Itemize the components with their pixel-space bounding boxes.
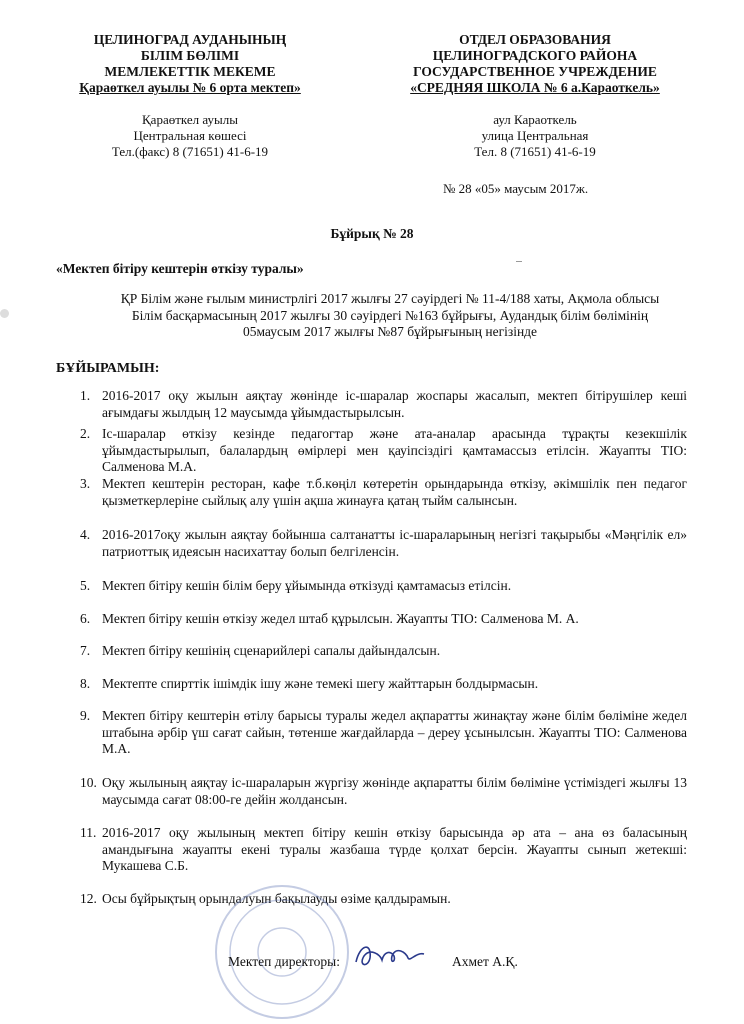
item-text: Мектеп бітіру кешін өткізу жедел штаб құрылсын. Жауапты ТІО: Салменова М. А. xyxy=(102,611,579,626)
order-item xyxy=(80,891,687,908)
basis-line2: Білім басқармасының 2017 жылғы 30 сәуірдегі №163 бұйрығы, Аудандық білім бөлімінің xyxy=(131,307,649,323)
item-number: 9. xyxy=(80,708,91,723)
item-number: 2. xyxy=(80,426,91,441)
address-right xyxy=(420,112,650,160)
order-item xyxy=(80,578,687,595)
item-text: 2016-2017 оқу жылының мектеп бітіру кешін өткізу барысында әр ата – ана өз баласының амандығына жауапты екені туралы жазбаша түрде қолхат берсін. Жауапты сынып жетекші: Мукашева С.Б. xyxy=(102,825,687,873)
item-number: 12. xyxy=(80,891,97,906)
seal-stamp xyxy=(212,882,352,1022)
address-right-line3: Тел. 8 (71651) 41-6-19 xyxy=(474,144,596,159)
item-number: 4. xyxy=(80,527,91,542)
order-heading: БҰЙЫРАМЫН: xyxy=(56,361,160,376)
header-right xyxy=(380,32,690,96)
order-item xyxy=(80,708,687,758)
item-number: 10. xyxy=(80,775,97,790)
item-text: Осы бұйрықтың орындалуын бақылауды өзіме қалдырамын. xyxy=(102,891,451,906)
item-text: 2016-2017 оқу жылын аяқтау жөнінде іс-шаралар жоспары жасалып, мектеп бітірушілер кеші ағымдағы жылдың 12 маусымда ұйымдастырылсын. xyxy=(102,388,687,420)
header-right-line3: ГОСУДАРСТВЕННОЕ УЧРЕЖДЕНИЕ xyxy=(413,64,657,79)
header-left-line3: МЕМЛЕКЕТТІК МЕКЕМЕ xyxy=(104,64,276,79)
order-item xyxy=(80,825,687,875)
item-text: 2016-2017оқу жылын аяқтау бойынша салтанатты іс-шараларының негізгі тақырыбы «Мәңгілік ел» патриоттық идеясын насихаттау болып белгіленсін. xyxy=(102,527,687,559)
header-right-line4: «СРЕДНЯЯ ШКОЛА № 6 а.Караоткель» xyxy=(410,80,660,95)
item-text: Оқу жылының аяқтау іс-шараларын жүргізу жөнінде ақпаратты білім бөліміне үстіміздегі жылғы 13 маусымда сағат 08:00-ге дейін жолдансын. xyxy=(102,775,687,807)
header-left-line1: ЦЕЛИНОГРАД АУДАНЫНЫҢ xyxy=(93,32,287,47)
order-item xyxy=(80,476,687,509)
item-number: 5. xyxy=(80,578,91,593)
address-right-line2: улица Центральная xyxy=(481,128,589,143)
order-item xyxy=(80,775,687,808)
header-left-line4: Қараөткел ауылы № 6 орта мектеп» xyxy=(79,80,301,95)
item-number: 11. xyxy=(80,825,97,840)
document-number-date: № 28 «05» маусым 2017ж. xyxy=(443,181,589,196)
document-subject: «Мектеп бітіру кештерін өткізу туралы» xyxy=(56,261,304,276)
item-text: Мектеп бітіру кешінің сценарийлері сапалы дайындалсын. xyxy=(102,643,441,658)
item-number: 1. xyxy=(80,388,91,403)
order-item xyxy=(80,611,687,628)
address-left-line3: Тел.(факс) 8 (71651) 41-6-19 xyxy=(111,144,269,159)
signature-label: Мектеп директоры: xyxy=(228,954,340,969)
header-left-line2: БІЛІМ БӨЛІМІ xyxy=(140,48,240,63)
header-left xyxy=(40,32,340,96)
order-item xyxy=(80,388,687,421)
address-left-line2: Центральная көшесі xyxy=(133,128,247,143)
basis-line1: ҚР Білім және ғылым министрлігі 2017 жылғы 27 сәуірдегі № 11-4/188 хаты, Ақмола облысы xyxy=(120,291,660,306)
address-left-line1: Қараөткел ауылы xyxy=(142,112,238,127)
item-number: 8. xyxy=(80,676,91,691)
item-text: Мектеп кештерін ресторан, кафе т.б.көңіл көтеретін орындарында өткізу, әкімшілік пен педагог қызметкерлеріне сыйлық алу үшін ақша жинауға қатаң тыйм салынсын. xyxy=(102,476,687,508)
order-item xyxy=(80,676,687,693)
order-item xyxy=(80,426,687,476)
item-text: Мектеп бітіру кештерін өтілу барысы туралы жедел ақпаратты жинақтау және білім бөліміне жедел штабына әрбір үш сағат сайын, төтенше жағдайларда – дереу ұсынылсын. Жауапты ТІО: Салменова М.А. xyxy=(102,708,687,756)
header-right-line1: ОТДЕЛ ОБРАЗОВАНИЯ xyxy=(459,32,611,47)
signatory-name: Ахмет А.Қ. xyxy=(452,954,518,969)
order-item xyxy=(80,527,687,560)
item-text: Іс-шаралар өткізу кезінде педагогтар және ата-аналар арасында тұрақты кезекшілік ұйымдастырылып, балалардың өмірлері мен қауіпсіздігі қамтамассыз етілсін. Жауапты ТІО: Салменова М.А. xyxy=(102,426,687,474)
scan-mark xyxy=(516,261,522,262)
legal-basis xyxy=(60,291,720,341)
item-text: Мектепте спирттік ішімдік ішу және темекі шегу жайттарын болдырмасын. xyxy=(102,676,539,691)
order-item xyxy=(80,643,687,660)
basis-line3: 05маусым 2017 жылғы №87 бұйрығының негізінде xyxy=(242,324,538,339)
punch-hole xyxy=(0,309,9,318)
address-left xyxy=(60,112,320,160)
document-title: Бұйрық № 28 xyxy=(330,226,414,241)
item-number: 6. xyxy=(80,611,91,626)
signature-handwritten xyxy=(350,934,430,974)
item-number: 7. xyxy=(80,643,91,658)
item-text: Мектеп бітіру кешін білім беру ұйымында өткізуді қамтамасыз етілсін. xyxy=(102,578,512,593)
item-number: 3. xyxy=(80,476,91,491)
header-right-line2: ЦЕЛИНОГРАДСКОГО РАЙОНА xyxy=(432,48,638,63)
address-right-line1: аул Караоткель xyxy=(493,112,577,127)
